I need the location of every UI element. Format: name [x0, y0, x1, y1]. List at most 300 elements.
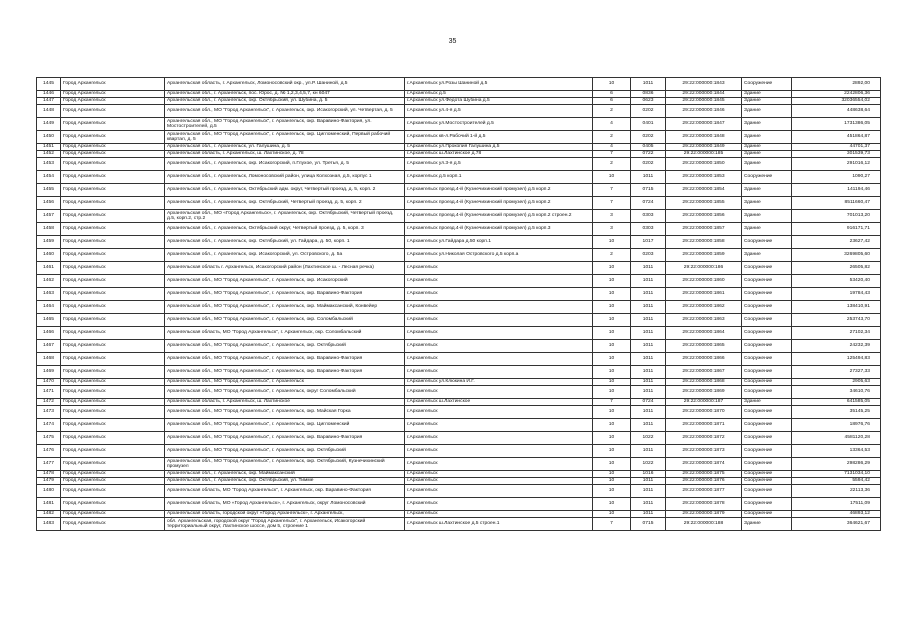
table-row	[37, 223, 881, 236]
code-cell: 10	[593, 498, 631, 511]
subcode-cell: 0202	[631, 158, 666, 171]
address-cell: Архангельская обл., г. Архангельск, Октябрьский округ, Четвертый проезд, д. 5, корп. 3	[165, 223, 405, 236]
object-type-cell: Сооружение	[742, 419, 792, 432]
short-address-cell: г.Архангельск кв-л.Рабочий 1-й д.5	[405, 131, 593, 144]
municipality-cell: Город Архангельск	[61, 399, 165, 406]
value-cell: 364621,67	[792, 518, 881, 531]
object-type-cell: Сооружение	[742, 353, 792, 366]
row-number-cell: 1475	[37, 432, 61, 445]
subcode-cell: 0715	[631, 518, 666, 531]
object-type-cell: Здание	[742, 144, 792, 151]
code-cell: 10	[593, 432, 631, 445]
address-cell: Архангельская обл., МО "Город Архангельск", г. Архангельск, окр. Маймаксанский, Конвейер	[165, 301, 405, 314]
value-cell: 5594,42	[792, 478, 881, 485]
municipality-cell: Город Архангельск	[61, 288, 165, 301]
row-number-cell: 1456	[37, 197, 61, 210]
municipality-cell: Город Архангельск	[61, 91, 165, 98]
address-cell: Архангельская обл., МО "Город Архангельск", г. Архангельск, окр. Исакогорский, ул. Четвертая, д. 5	[165, 105, 405, 118]
value-cell: 291016,12	[792, 158, 881, 171]
subcode-cell: 0724	[631, 197, 666, 210]
value-cell: 13364,53	[792, 445, 881, 458]
row-number-cell: 1445	[37, 78, 61, 91]
subcode-cell: 1011	[631, 171, 666, 184]
table-row	[37, 151, 881, 158]
value-cell: 2905,63	[792, 379, 881, 386]
code-cell: 7	[593, 197, 631, 210]
row-number-cell: 1476	[37, 445, 61, 458]
object-type-cell: Сооружение	[742, 485, 792, 498]
subcode-cell: 1011	[631, 353, 666, 366]
short-address-cell: г.Архангельск ул.Розы Шаниной д.5	[405, 78, 593, 91]
object-type-cell: Сооружение	[742, 458, 792, 471]
subcode-cell: 1011	[631, 78, 666, 91]
value-cell: 641585,05	[792, 399, 881, 406]
subcode-cell: 1016	[631, 471, 666, 478]
address-cell: Архангельская область, г. Архангельск, Ломоносовский окр., ул.Р. Шаниной, д.5	[165, 78, 405, 91]
subcode-cell: 1022	[631, 458, 666, 471]
subcode-cell: 1011	[631, 406, 666, 419]
value-cell: 1090,27	[792, 171, 881, 184]
table-row	[37, 131, 881, 144]
subcode-cell: 0724	[631, 399, 666, 406]
code-cell: 2	[593, 131, 631, 144]
cadastral-number-cell: 29:22:000000:1854	[666, 184, 742, 197]
code-cell: 10	[593, 386, 631, 399]
short-address-cell: г.Архангельск	[405, 471, 593, 478]
code-cell: 10	[593, 478, 631, 485]
object-type-cell: Здание	[742, 118, 792, 131]
value-cell: 4581120,28	[792, 432, 881, 445]
cadastral-number-cell: 29:22:000000:1863	[666, 314, 742, 327]
value-cell: 301539,73	[792, 151, 881, 158]
address-cell: Архангельская обл., МО "Город Архангельск", г. Архангельск, окр. Варавино-Фактория, ул. Мостостроителей, д.5	[165, 118, 405, 131]
cadastral-number-cell: 29:22:000000:1868	[666, 379, 742, 386]
municipality-cell: Город Архангельск	[61, 249, 165, 262]
table-row	[37, 511, 881, 518]
code-cell: 6	[593, 91, 631, 98]
object-type-cell: Сооружение	[742, 471, 792, 478]
row-number-cell: 1451	[37, 144, 61, 151]
object-type-cell: Здание	[742, 223, 792, 236]
code-cell: 10	[593, 262, 631, 275]
row-number-cell: 1481	[37, 498, 61, 511]
subcode-cell: 1011	[631, 485, 666, 498]
short-address-cell: г.Архангельск	[405, 314, 593, 327]
value-cell: 138410,91	[792, 301, 881, 314]
table-row	[37, 353, 881, 366]
object-type-cell: Здание	[742, 184, 792, 197]
row-number-cell: 1449	[37, 118, 61, 131]
object-type-cell: Здание	[742, 197, 792, 210]
address-cell: Архангельская обл., МО «Город Архангельск», г. Архангельск, окр. Октябрьский, Четвертый проезд, д.5, корп.2, стр.2	[165, 210, 405, 223]
object-type-cell: Сооружение	[742, 432, 792, 445]
row-number-cell: 1465	[37, 314, 61, 327]
municipality-cell: Город Архангельск	[61, 340, 165, 353]
short-address-cell: г.Архангельск ш.Лахтинское д.5 строен.1	[405, 518, 593, 531]
code-cell: 10	[593, 511, 631, 518]
address-cell: Архангельская обл., МО "Город Архангельск", г. Архангельск, окр. Соломбальский	[165, 314, 405, 327]
short-address-cell: г.Архангельск	[405, 478, 593, 485]
table-row	[37, 379, 881, 386]
row-number-cell: 1466	[37, 327, 61, 340]
subcode-cell: 1011	[631, 511, 666, 518]
value-cell: 26505,82	[792, 262, 881, 275]
value-cell: 27327,33	[792, 366, 881, 379]
subcode-cell: 0836	[631, 91, 666, 98]
subcode-cell: 0202	[631, 105, 666, 118]
code-cell: 2	[593, 158, 631, 171]
subcode-cell: 1011	[631, 275, 666, 288]
code-cell: 3	[593, 223, 631, 236]
object-type-cell: Сооружение	[742, 445, 792, 458]
short-address-cell: г.Архангельск	[405, 498, 593, 511]
table-row	[37, 78, 881, 91]
address-cell: Архангельская обл., МО "Город Архангельск", г. Архангельск, окр. Октябрьский	[165, 445, 405, 458]
municipality-cell: Город Архангельск	[61, 275, 165, 288]
row-number-cell: 1453	[37, 158, 61, 171]
cadastral-number-cell: 29:22:000000:186	[666, 262, 742, 275]
code-cell: 10	[593, 366, 631, 379]
subcode-cell: 0303	[631, 210, 666, 223]
table-row	[37, 171, 881, 184]
object-type-cell: Сооружение	[742, 327, 792, 340]
object-type-cell: Сооружение	[742, 379, 792, 386]
cadastral-number-cell: 29:22:000000:1879	[666, 511, 742, 518]
table-row	[37, 445, 881, 458]
value-cell: 46893,12	[792, 511, 881, 518]
table-row	[37, 184, 881, 197]
row-number-cell: 1470	[37, 379, 61, 386]
municipality-cell: Город Архангельск	[61, 301, 165, 314]
table-row	[37, 210, 881, 223]
row-number-cell: 1469	[37, 366, 61, 379]
row-number-cell: 1482	[37, 511, 61, 518]
address-cell: Архангельская обл., МО "Город Архангельск", г. Архангельск, окр. Цигломенский	[165, 419, 405, 432]
short-address-cell: г.Архангельск ул.3-я д.5	[405, 158, 593, 171]
address-cell: Архангельская обл., г. Архангельск, окр. Октябрьский, ул. Тимме	[165, 478, 405, 485]
short-address-cell: г.Архангельск ш.Лахтинское	[405, 399, 593, 406]
row-number-cell: 1468	[37, 353, 61, 366]
table-row	[37, 327, 881, 340]
short-address-cell: г.Архангельск д.5	[405, 91, 593, 98]
municipality-cell: Город Архангельск	[61, 184, 165, 197]
value-cell: 27102,34	[792, 327, 881, 340]
municipality-cell: Город Архангельск	[61, 327, 165, 340]
municipality-cell: Город Архангельск	[61, 353, 165, 366]
short-address-cell: г.Архангельск	[405, 366, 593, 379]
object-type-cell: Сооружение	[742, 288, 792, 301]
value-cell: 8511660,47	[792, 197, 881, 210]
short-address-cell: г.Архангельск ул.Николая Островского д.5 корп.а	[405, 249, 593, 262]
value-cell: 23627,42	[792, 236, 881, 249]
object-type-cell: Здание	[742, 518, 792, 531]
table-row	[37, 158, 881, 171]
object-type-cell: Здание	[742, 98, 792, 105]
value-cell: 448638,64	[792, 105, 881, 118]
row-number-cell: 1462	[37, 275, 61, 288]
subcode-cell: 1011	[631, 314, 666, 327]
short-address-cell: г.Архангельск	[405, 353, 593, 366]
short-address-cell: г.Архангельск	[405, 340, 593, 353]
table-row	[37, 105, 881, 118]
row-number-cell: 1450	[37, 131, 61, 144]
cadastral-number-cell: 29:22:000000:185	[666, 151, 742, 158]
object-type-cell: Сооружение	[742, 386, 792, 399]
subcode-cell: 1011	[631, 327, 666, 340]
municipality-cell: Город Архангельск	[61, 406, 165, 419]
cadastral-number-cell: 29:22:000000:1866	[666, 353, 742, 366]
cadastral-number-cell: 29:22:000000:1873	[666, 445, 742, 458]
object-type-cell: Здание	[742, 91, 792, 98]
subcode-cell: 0623	[631, 98, 666, 105]
address-cell: Архангельская область г. Архангельск, Исакогорский район (Лахтинское ш. - Лесная речка)	[165, 262, 405, 275]
code-cell: 10	[593, 171, 631, 184]
value-cell: 1731386,05	[792, 118, 881, 131]
municipality-cell: Город Архангельск	[61, 458, 165, 471]
address-cell: обл. Архангельская, городской округ "Город Архангельск", г. Архангельск, Исакогорский территориальный округ, Лахтинское шоссе, дом 5, строение 1	[165, 518, 405, 531]
table-body	[37, 78, 881, 531]
row-number-cell: 1447	[37, 98, 61, 105]
short-address-cell: г.Архангельск	[405, 406, 593, 419]
table-row	[37, 458, 881, 471]
short-address-cell: г.Архангельск	[405, 485, 593, 498]
object-type-cell: Сооружение	[742, 314, 792, 327]
short-address-cell: г.Архангельск ул.Прокопия Галушина д.5	[405, 144, 593, 151]
cadastral-number-cell: 29:22:000000:1855	[666, 197, 742, 210]
value-cell: 3269805,60	[792, 249, 881, 262]
value-cell: 298286,29	[792, 458, 881, 471]
code-cell: 7	[593, 399, 631, 406]
table-row	[37, 399, 881, 406]
value-cell: 22113,36	[792, 485, 881, 498]
row-number-cell: 1480	[37, 485, 61, 498]
subcode-cell: 1011	[631, 340, 666, 353]
address-cell: Архангельская обл., г. Архангельск, Ломоносовский район, улица Колхозная, д.5, корпус 1	[165, 171, 405, 184]
address-cell: Архангельская обл., г. Архангельск, окр. Октябрьский, ул. Гайдара, д. 50, корп. 1	[165, 236, 405, 249]
subcode-cell: 1011	[631, 419, 666, 432]
cadastral-number-cell: 29:22:000000:187	[666, 399, 742, 406]
table-row	[37, 301, 881, 314]
subcode-cell: 1011	[631, 386, 666, 399]
table-row	[37, 197, 881, 210]
cadastral-number-cell: 29:22:000000:1850	[666, 158, 742, 171]
code-cell: 10	[593, 275, 631, 288]
subcode-cell: 0405	[631, 144, 666, 151]
address-cell: Архангельская обл., МО "Город Архангельск", г. Архангельск, окр. Варавино-Фактория	[165, 432, 405, 445]
code-cell: 10	[593, 471, 631, 478]
municipality-cell: Город Архангельск	[61, 518, 165, 531]
short-address-cell: г.Архангельск	[405, 511, 593, 518]
address-cell: Архангельская обл., г. Архангельск, пос. Юрос, д. № 1,2,3,4,5,7, кн 6047	[165, 91, 405, 98]
subcode-cell: 1017	[631, 236, 666, 249]
address-cell: Архангельская обл., г. Архангельск, Октябрьский адм. округ, Четвертый проезд, д. 5, корп. 2	[165, 184, 405, 197]
subcode-cell: 1011	[631, 498, 666, 511]
short-address-cell: г.Архангельск проезд.4-й (Кузнечихинский промузел) д.5 корп.2	[405, 197, 593, 210]
address-cell: Архангельская обл., г. Архангельск, окр. Исакогорский, п.Глухое, ул. Третья, д. 5	[165, 158, 405, 171]
value-cell: 32036554,02	[792, 98, 881, 105]
code-cell: 6	[593, 98, 631, 105]
cadastral-number-cell: 29:22:000000:1874	[666, 458, 742, 471]
municipality-cell: Город Архангельск	[61, 366, 165, 379]
value-cell: 35145,25	[792, 406, 881, 419]
address-cell: Архангельская область, г. Архангельск, ш. Лахтинское, д. 78	[165, 151, 405, 158]
row-number-cell: 1467	[37, 340, 61, 353]
row-number-cell: 1474	[37, 419, 61, 432]
cadastral-number-cell: 29:22:000000:1860	[666, 275, 742, 288]
value-cell: 34610,76	[792, 386, 881, 399]
row-number-cell: 1471	[37, 386, 61, 399]
cadastral-number-cell: 29:22:000000:1876	[666, 478, 742, 485]
municipality-cell: Город Архангельск	[61, 118, 165, 131]
subcode-cell: 0202	[631, 131, 666, 144]
address-cell: Архангельская обл., г. Архангельск, окр. Октябрьский, Четвертый проезд, д. 5, корп. 2	[165, 197, 405, 210]
cadastral-number-cell: 29:22:000000:1846	[666, 105, 742, 118]
short-address-cell: г.Архангельск	[405, 288, 593, 301]
cadastral-number-cell: 29:22:000000:1865	[666, 340, 742, 353]
code-cell: 7	[593, 184, 631, 197]
address-cell: Архангельская обл., МО "Город Архангельск", г. Архангельск, округ Соломбальский	[165, 386, 405, 399]
table-row	[37, 249, 881, 262]
object-type-cell: Здание	[742, 158, 792, 171]
municipality-cell: Город Архангельск	[61, 78, 165, 91]
subcode-cell: 1011	[631, 379, 666, 386]
municipality-cell: Город Архангельск	[61, 445, 165, 458]
address-cell: Архангельская обл., МО "Город Архангельск", г. Архангельск, окр. Варавино-Фактория	[165, 288, 405, 301]
subcode-cell: 0722	[631, 151, 666, 158]
row-number-cell: 1452	[37, 151, 61, 158]
object-type-cell: Сооружение	[742, 511, 792, 518]
cadastral-number-cell: 29:22:000000:1844	[666, 91, 742, 98]
subcode-cell: 1011	[631, 301, 666, 314]
subcode-cell: 1011	[631, 478, 666, 485]
cadastral-number-cell: 29:22:000000:1861	[666, 288, 742, 301]
table-row	[37, 386, 881, 399]
object-type-cell: Сооружение	[742, 171, 792, 184]
subcode-cell: 1011	[631, 288, 666, 301]
row-number-cell: 1454	[37, 171, 61, 184]
value-cell: 18976,76	[792, 419, 881, 432]
row-number-cell: 1473	[37, 406, 61, 419]
short-address-cell: г.Архангельск	[405, 419, 593, 432]
value-cell: 253743,70	[792, 314, 881, 327]
address-cell: Архангельская область, МО "Город Архангельск", г. Архангельск, окр. Соломбальский	[165, 327, 405, 340]
address-cell: Архангельская обл., МО "Город Архангельск", г. Архангельск, окр. Варавино-Фактория	[165, 366, 405, 379]
short-address-cell: г.Архангельск	[405, 432, 593, 445]
address-cell: Архангельская обл., МО "Город Архангельск", г. Архангельск, окр. Майская Горка	[165, 406, 405, 419]
code-cell: 10	[593, 301, 631, 314]
cadastral-number-cell: 29:22:000000:1843	[666, 78, 742, 91]
cadastral-number-cell: 29:22:000000:1849	[666, 144, 742, 151]
municipality-cell: Город Архангельск	[61, 98, 165, 105]
municipality-cell: Город Архангельск	[61, 485, 165, 498]
object-type-cell: Сооружение	[742, 301, 792, 314]
object-type-cell: Здание	[742, 399, 792, 406]
table-row	[37, 432, 881, 445]
address-cell: Архангельская обл., МО "Город Архангельск", г. Архангельск, окр. Октябрьский	[165, 340, 405, 353]
value-cell: 125494,83	[792, 353, 881, 366]
object-type-cell: Сооружение	[742, 236, 792, 249]
table-row	[37, 485, 881, 498]
short-address-cell: г.Архангельск проезд.4-й (Кузнечихинский промузел) д.5 корп.2 строен.2	[405, 210, 593, 223]
object-type-cell: Здание	[742, 105, 792, 118]
table-row	[37, 236, 881, 249]
short-address-cell: г.Архангельск	[405, 327, 593, 340]
municipality-cell: Город Архангельск	[61, 478, 165, 485]
value-cell: 17511,09	[792, 498, 881, 511]
code-cell: 10	[593, 327, 631, 340]
short-address-cell: г.Архангельск	[405, 301, 593, 314]
municipality-cell: Город Архангельск	[61, 432, 165, 445]
row-number-cell: 1464	[37, 301, 61, 314]
code-cell: 10	[593, 236, 631, 249]
cadastral-number-cell: 29:22:000000:1872	[666, 432, 742, 445]
object-type-cell: Сооружение	[742, 262, 792, 275]
table-row	[37, 98, 881, 105]
municipality-cell: Город Архангельск	[61, 151, 165, 158]
table-row	[37, 366, 881, 379]
object-type-cell: Сооружение	[742, 498, 792, 511]
code-cell: 10	[593, 340, 631, 353]
value-cell: 7131034,10	[792, 471, 881, 478]
cadastral-number-cell: 29:22:000000:1848	[666, 131, 742, 144]
short-address-cell: г.Архангельск ул.Гайдара д.50 корп.1	[405, 236, 593, 249]
code-cell: 10	[593, 458, 631, 471]
table-row	[37, 340, 881, 353]
municipality-cell: Город Архангельск	[61, 131, 165, 144]
code-cell: 10	[593, 78, 631, 91]
object-type-cell: Здание	[742, 249, 792, 262]
code-cell: 10	[593, 353, 631, 366]
property-register-table	[36, 77, 881, 531]
short-address-cell: г.Архангельск	[405, 458, 593, 471]
row-number-cell: 1479	[37, 478, 61, 485]
table-row	[37, 91, 881, 98]
code-cell: 10	[593, 314, 631, 327]
value-cell: 44701,37	[792, 144, 881, 151]
value-cell: 2242806,36	[792, 91, 881, 98]
short-address-cell: г.Архангельск ул.Клюкина И.Г.	[405, 379, 593, 386]
cadastral-number-cell: 29:22:000000:1845	[666, 98, 742, 105]
table-row	[37, 288, 881, 301]
table-row	[37, 478, 881, 485]
table-row	[37, 406, 881, 419]
table-row	[37, 518, 881, 531]
table-row	[37, 471, 881, 478]
address-cell: Архангельская область, г. Архангельск, ш. Лахтинское	[165, 399, 405, 406]
cadastral-number-cell: 29:22:000000:1864	[666, 327, 742, 340]
code-cell: 10	[593, 445, 631, 458]
municipality-cell: Город Архангельск	[61, 171, 165, 184]
municipality-cell: Город Архангельск	[61, 236, 165, 249]
code-cell: 7	[593, 518, 631, 531]
value-cell: 701013,20	[792, 210, 881, 223]
value-cell: 141194,46	[792, 184, 881, 197]
cadastral-number-cell: 29:22:000000:1867	[666, 366, 742, 379]
municipality-cell: Город Архангельск	[61, 471, 165, 478]
short-address-cell: г.Архангельск	[405, 262, 593, 275]
code-cell: 10	[593, 485, 631, 498]
cadastral-number-cell: 29:22:000000:1869	[666, 386, 742, 399]
municipality-cell: Город Архангельск	[61, 105, 165, 118]
short-address-cell: г.Архангельск проезд.4-й (Кузнечихинский промузел) д.5 корп.2	[405, 184, 593, 197]
subcode-cell: 1011	[631, 445, 666, 458]
value-cell: 2892,00	[792, 78, 881, 91]
cadastral-number-cell: 29:22:000000:1875	[666, 471, 742, 478]
code-cell: 2	[593, 105, 631, 118]
page-number: 35	[448, 38, 457, 45]
municipality-cell: Город Архангельск	[61, 223, 165, 236]
address-cell: Архангельская обл., МО "Город Архангельск", г. Архангельск, окр. Октябрьский, Кузнечихинский промузел	[165, 458, 405, 471]
